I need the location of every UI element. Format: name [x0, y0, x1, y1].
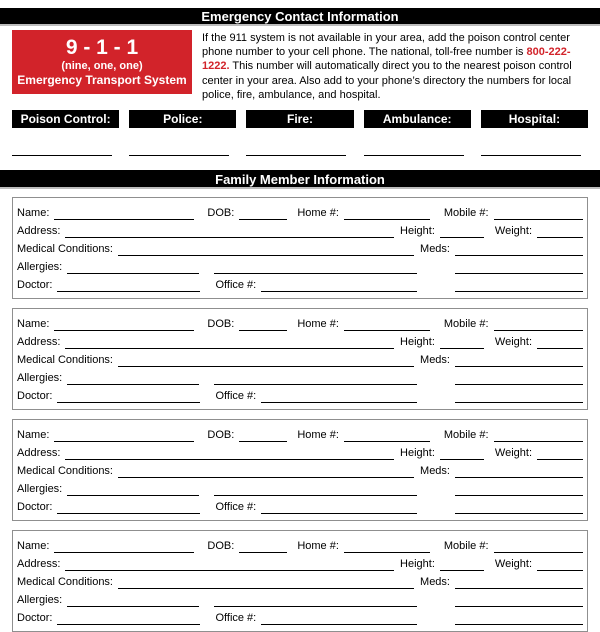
home-number-label: Home #: [297, 429, 339, 442]
height-label: Height: [400, 225, 435, 238]
member-row-doctor [17, 496, 583, 514]
meds-label: Meds: [420, 243, 450, 256]
doctor-line[interactable] [57, 280, 200, 292]
member-row-address [17, 553, 583, 571]
height-line[interactable] [440, 559, 484, 571]
office-number-label: Office #: [215, 501, 257, 514]
allergies-label: Allergies: [17, 594, 63, 607]
medical-conditions-label: Medical Conditions: [17, 465, 113, 478]
doctor-label: Doctor: [17, 390, 53, 403]
medical-conditions-label: Medical Conditions: [17, 243, 113, 256]
name-line[interactable] [54, 319, 194, 331]
member-row-medical [17, 349, 583, 367]
member-row-doctor [17, 274, 583, 292]
member-row-allergies [17, 589, 583, 607]
mobile-number-line[interactable] [494, 541, 583, 553]
member-row-name [17, 535, 583, 553]
emergency-transport-caption: Emergency Transport System [17, 73, 187, 87]
address-line[interactable] [65, 226, 394, 238]
allergies-line[interactable] [67, 373, 199, 385]
office-number-line[interactable] [261, 613, 417, 625]
address-line[interactable] [65, 448, 394, 460]
allergies-line[interactable] [67, 484, 199, 496]
info-text-part1: If the 911 system is not available in your area, add the poison control center phone number to your cell phone. The national, toll-free number is [202, 32, 570, 59]
member-row-name [17, 202, 583, 220]
meds-label: Meds: [420, 576, 450, 589]
doctor-line[interactable] [57, 613, 200, 625]
family-member-box [12, 308, 588, 410]
office-number-line[interactable] [261, 391, 417, 403]
doctor-label: Doctor: [17, 612, 53, 625]
meds-line[interactable] [455, 244, 583, 256]
emergency-number-words: (nine, one, one) [61, 60, 143, 72]
doctor-label: Doctor: [17, 501, 53, 514]
medical-conditions-line[interactable] [118, 244, 414, 256]
member-row-allergies [17, 478, 583, 496]
medical-conditions-line[interactable] [118, 466, 414, 478]
meds-label: Meds: [420, 465, 450, 478]
poison-control-phone-number: 800-222-1222. [202, 46, 571, 73]
office-number-line[interactable] [261, 280, 417, 292]
weight-line[interactable] [537, 337, 583, 349]
family-member-box [12, 419, 588, 521]
emergency-911-box [12, 30, 192, 94]
member-row-medical [17, 460, 583, 478]
contact-labels-row [12, 110, 588, 128]
address-label: Address: [17, 447, 61, 460]
address-label: Address: [17, 336, 61, 349]
name-line[interactable] [54, 541, 194, 553]
meds-line-3[interactable] [455, 280, 583, 292]
mobile-number-label: Mobile #: [443, 207, 489, 220]
name-line[interactable] [54, 208, 194, 220]
address-label: Address: [17, 558, 61, 571]
member-row-allergies [17, 256, 583, 274]
home-number-label: Home #: [297, 207, 339, 220]
info-text-part2: This number will automatically direct you to the nearest poison control center in your area. Also add to your phone’s directory the numbers for local police, fire, ambulance, and hospital. [202, 60, 572, 101]
name-label: Name: [17, 429, 50, 442]
allergies-line-2[interactable] [214, 484, 417, 496]
ambulance-phone-line[interactable] [364, 154, 464, 156]
address-label: Address: [17, 225, 61, 238]
home-number-line[interactable] [344, 541, 430, 553]
meds-line-3[interactable] [455, 613, 583, 625]
height-label: Height: [400, 558, 435, 571]
hospital-phone-line[interactable] [481, 154, 581, 156]
dob-label: DOB: [207, 540, 235, 553]
meds-line-3[interactable] [455, 502, 583, 514]
allergies-label: Allergies: [17, 261, 63, 274]
mobile-number-label: Mobile #: [443, 540, 489, 553]
member-row-medical [17, 571, 583, 589]
meds-line[interactable] [455, 577, 583, 589]
height-label: Height: [400, 447, 435, 460]
member-row-address [17, 331, 583, 349]
poison-control-info-text [202, 30, 588, 102]
home-number-line[interactable] [344, 430, 430, 442]
family-member-box [12, 530, 588, 632]
home-number-label: Home #: [297, 318, 339, 331]
height-line[interactable] [440, 448, 484, 460]
contact-lines-row [12, 154, 588, 156]
police-phone-line[interactable] [129, 154, 229, 156]
weight-line[interactable] [537, 559, 583, 571]
emergency-number: 9 - 1 - 1 [65, 36, 139, 59]
name-label: Name: [17, 207, 50, 220]
mobile-number-label: Mobile #: [443, 318, 489, 331]
weight-label: Weight: [494, 447, 532, 460]
contact-label-fire: Fire: [246, 110, 353, 128]
allergies-label: Allergies: [17, 372, 63, 385]
member-row-address [17, 220, 583, 238]
home-number-line[interactable] [344, 208, 430, 220]
contact-label-police: Police: [129, 110, 236, 128]
mobile-number-line[interactable] [494, 319, 583, 331]
name-label: Name: [17, 318, 50, 331]
office-number-line[interactable] [261, 502, 417, 514]
office-number-label: Office #: [215, 612, 257, 625]
weight-label: Weight: [494, 225, 532, 238]
emergency-contact-header: Emergency Contact Information [0, 8, 600, 26]
weight-label: Weight: [494, 558, 532, 571]
member-row-doctor [17, 385, 583, 403]
office-number-label: Office #: [215, 279, 257, 292]
medical-conditions-label: Medical Conditions: [17, 354, 113, 367]
medical-conditions-label: Medical Conditions: [17, 576, 113, 589]
allergies-line-2[interactable] [214, 262, 417, 274]
family-members-section [12, 197, 588, 632]
medical-conditions-line[interactable] [118, 355, 414, 367]
dob-label: DOB: [207, 429, 235, 442]
meds-line[interactable] [455, 355, 583, 367]
dob-line[interactable] [239, 430, 287, 442]
member-row-address [17, 442, 583, 460]
home-number-label: Home #: [297, 540, 339, 553]
member-row-allergies [17, 367, 583, 385]
contact-label-poison-control: Poison Control: [12, 110, 119, 128]
address-line[interactable] [65, 337, 394, 349]
name-line[interactable] [54, 430, 194, 442]
contact-label-ambulance: Ambulance: [364, 110, 471, 128]
weight-line[interactable] [537, 226, 583, 238]
address-line[interactable] [65, 559, 394, 571]
weight-label: Weight: [494, 336, 532, 349]
member-row-name [17, 313, 583, 331]
emergency-info-section [12, 30, 588, 102]
dob-line[interactable] [239, 208, 287, 220]
height-line[interactable] [440, 226, 484, 238]
office-number-label: Office #: [215, 390, 257, 403]
dob-label: DOB: [207, 207, 235, 220]
family-member-header: Family Member Information [0, 170, 600, 189]
doctor-line[interactable] [57, 502, 200, 514]
member-row-name [17, 424, 583, 442]
dob-line[interactable] [239, 319, 287, 331]
dob-label: DOB: [207, 318, 235, 331]
meds-line-3[interactable] [455, 391, 583, 403]
meds-line-2[interactable] [455, 595, 583, 607]
meds-line[interactable] [455, 466, 583, 478]
contact-label-hospital: Hospital: [481, 110, 588, 128]
fire-phone-line[interactable] [246, 154, 346, 156]
member-row-doctor [17, 607, 583, 625]
allergies-line-2[interactable] [214, 595, 417, 607]
height-label: Height: [400, 336, 435, 349]
meds-line-2[interactable] [455, 373, 583, 385]
meds-line-2[interactable] [455, 262, 583, 274]
meds-label: Meds: [420, 354, 450, 367]
mobile-number-line[interactable] [494, 430, 583, 442]
mobile-number-label: Mobile #: [443, 429, 489, 442]
medical-conditions-line[interactable] [118, 577, 414, 589]
allergies-line[interactable] [67, 262, 199, 274]
allergies-label: Allergies: [17, 483, 63, 496]
meds-line-2[interactable] [455, 484, 583, 496]
allergies-line[interactable] [67, 595, 199, 607]
doctor-label: Doctor: [17, 279, 53, 292]
weight-line[interactable] [537, 448, 583, 460]
poison-control-phone-line[interactable] [12, 154, 112, 156]
home-number-line[interactable] [344, 319, 430, 331]
member-row-medical [17, 238, 583, 256]
doctor-line[interactable] [57, 391, 200, 403]
mobile-number-line[interactable] [494, 208, 583, 220]
name-label: Name: [17, 540, 50, 553]
height-line[interactable] [440, 337, 484, 349]
family-member-box [12, 197, 588, 299]
allergies-line-2[interactable] [214, 373, 417, 385]
dob-line[interactable] [239, 541, 287, 553]
